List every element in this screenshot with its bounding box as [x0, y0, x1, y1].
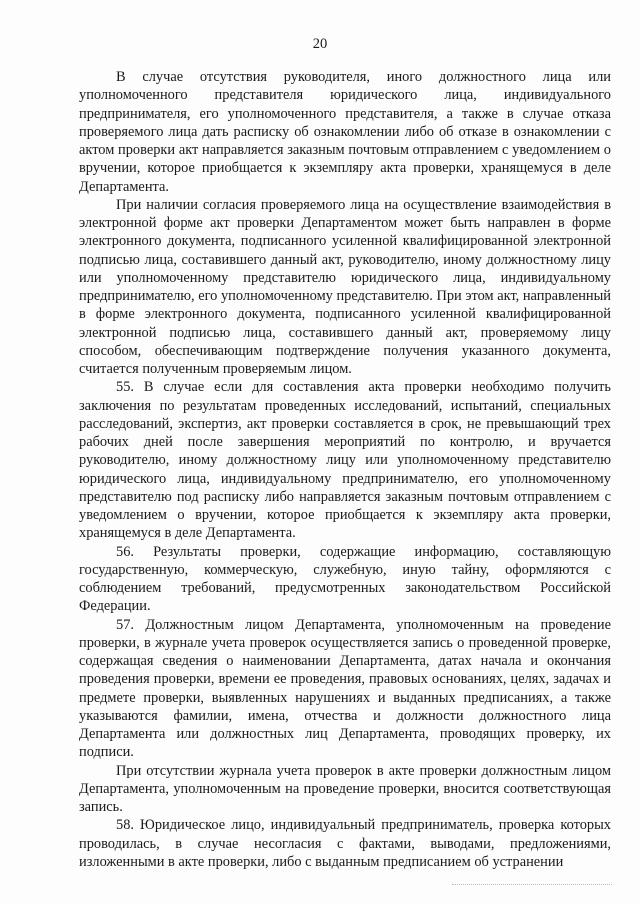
- paragraph-58: 58. Юридическое лицо, индивидуальный предприниматель, проверка которых проводилась, в случае несогласия с фактами, выводами, предложениями, изложенными в акте проверки, либо с выданным предписанием об устранении: [79, 817, 611, 870]
- paragraph-absence-of-representative: В случае отсутствия руководителя, иного должностного лица или уполномоченного представителя юридического лица, индивидуального предпринимателя, его уполномоченного представителя, а также в случае отказа проверяемого лица дать расписку об ознакомлении либо об отказе в ознакомлении с актом проверки акт направляется заказным почтовым отправлением с уведомлением о вручении, которое приобщается к экземпляру акта проверки, хранящемуся в деле Департамента.: [79, 69, 611, 195]
- scan-artifact-divider: [452, 884, 612, 885]
- page-number: 20: [312, 36, 328, 52]
- paragraph-56: 56. Результаты проверки, содержащие информацию, составляющую государственную, коммерческую, служебную, иную тайну, оформляются с соблюдением требований, предусмотренных законодательством Российской Федерации.: [79, 543, 611, 615]
- document-body: [79, 68, 611, 871]
- paragraph-electronic-form: При наличии согласия проверяемого лица на осуществление взаимодействия в электронной форме акт проверки Департаментом может быть направлен в форме электронного документа, подписанного усиленной квалифицированной электронной подписью лица, составившего данный акт, руководителю, иному должностному лицу или уполномоченному представителю юридического лица, индивидуальному предпринимателю, его уполномоченному представителю. При этом акт, направленный в форме электронного документа, подписанного усиленной квалифицированной электронной подписью лица, составившего данный акт, проверяемому лицу способом, обеспечивающим подтверждение получения указанного документа, считается полученным проверяемым лицом.: [79, 196, 611, 377]
- paragraph-57: 57. Должностным лицом Департамента, уполномоченным на проведение проверки, в журнале учета проверок осуществляется запись о проведенной проверке, содержащая сведения о наименовании Департамента, датах начала и окончания проведения проверки, времени ее проведения, правовых основаниях, целях, задачах и предмете проверки, выявленных нарушениях и выданных предписаниях, а также указываются фамилии, имена, отчества и должности должностного лица Департамента или должностных лиц Департамента, проводящих проверку, их подписи.: [79, 616, 611, 761]
- paragraph-no-journal: При отсутствии журнала учета проверок в акте проверки должностным лицом Департамента, уполномоченным на проведение проверки, вносится соответствующая запись.: [79, 762, 611, 815]
- paragraph-55: 55. В случае если для составления акта проверки необходимо получить заключения по результатам проведенных исследований, испытаний, специальных расследований, экспертиз, акт проверки составляется в срок, не превышающий трех рабочих дней после завершения мероприятий по контролю, и вручается руководителю, иному должностному лицу или уполномоченному представителю юридического лица, индивидуальному предпринимателю, его уполномоченному представителю под расписку либо направляется заказным почтовым отправлением с уведомлением о вручении, которое приобщается к экземпляру акта проверки, хранящемуся в деле Департамента.: [79, 379, 611, 542]
